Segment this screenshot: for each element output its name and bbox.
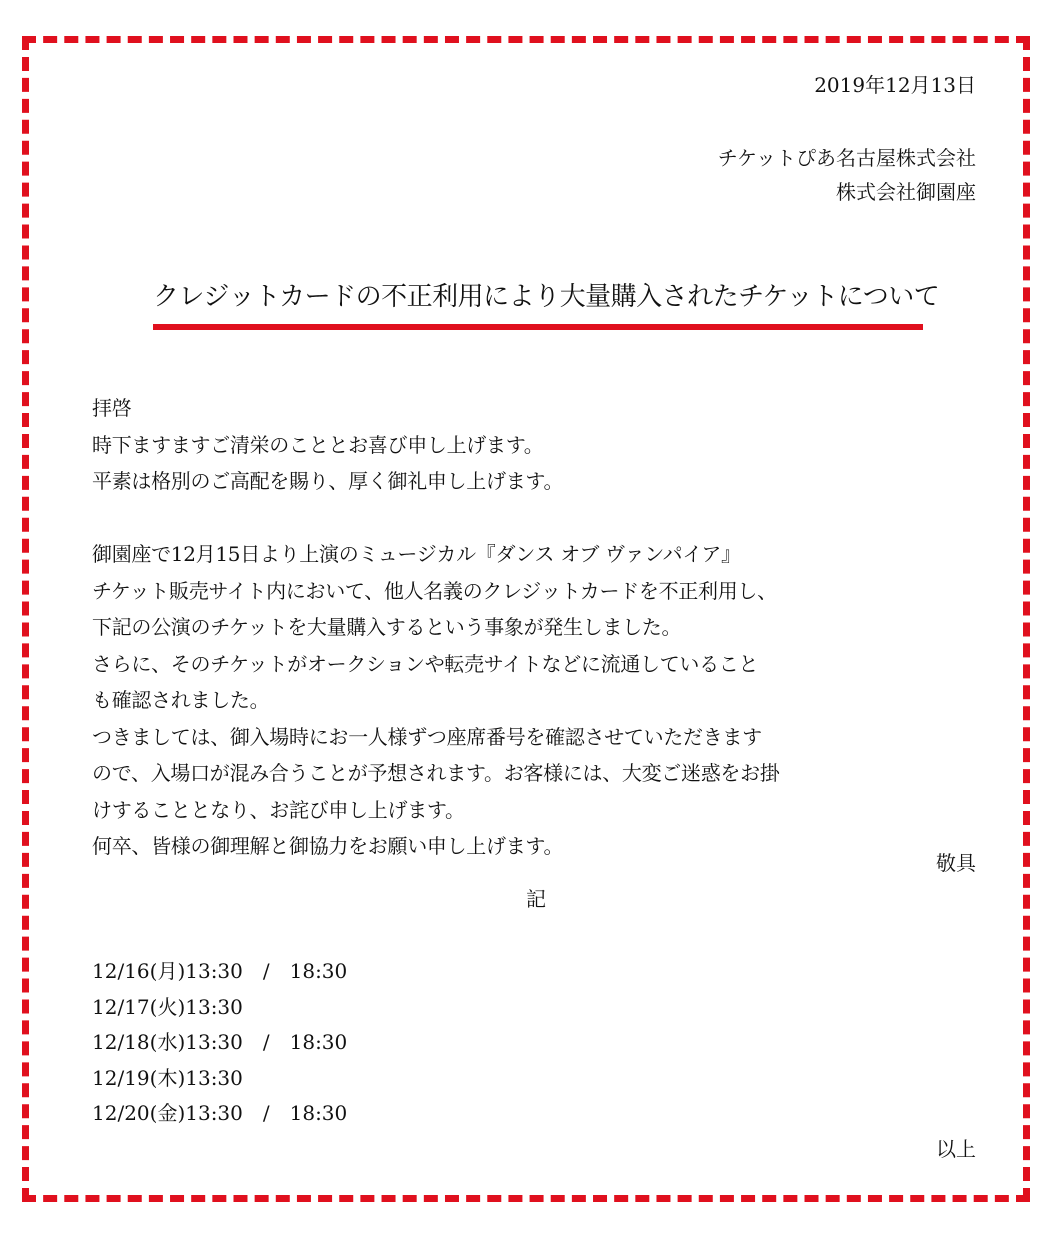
schedule-item: 12/18(水)13:30 / 18:30 xyxy=(92,1030,348,1054)
issuer-misonoza: 株式会社御園座 xyxy=(836,180,976,204)
greeting-line-2: 平素は格別のご高配を賜り、厚く御礼申し上げます。 xyxy=(92,469,564,493)
body-line-5: も確認されました。 xyxy=(92,688,270,712)
body-line-4: さらに、そのチケットがオークションや転売サイトなどに流通していること xyxy=(92,651,759,676)
title-underline xyxy=(153,324,923,330)
body-line-8: けすることとなり、お詫び申し上げます。 xyxy=(92,797,465,822)
title-block xyxy=(153,280,940,330)
schedule-item: 12/20(金)13:30 / 18:30 xyxy=(92,1101,348,1125)
end-mark: 以上 xyxy=(936,1137,976,1161)
body-line-1: 御園座で12月15日より上演のミュージカル『ダンス オブ ヴァンパイア』 xyxy=(92,542,741,566)
issuer-ticket-pia: チケットぴあ名古屋株式会社 xyxy=(717,146,976,170)
opening-word: 拝啓 xyxy=(92,396,132,420)
body-line-3: 下記の公演のチケットを大量購入するという事象が発生しました。 xyxy=(92,615,682,639)
performance-schedule xyxy=(92,954,347,1132)
letter-body xyxy=(92,390,852,865)
paragraph-gap xyxy=(92,500,852,537)
ki-heading: 記 xyxy=(526,887,546,911)
schedule-item: 12/19(木)13:30 xyxy=(92,1065,243,1090)
body-line-2: チケット販売サイト内において、他人名義のクレジットカードを不正利用し、 xyxy=(92,578,777,603)
document-title: クレジットカードの不正利用により大量購入されたチケットについて xyxy=(153,282,940,312)
body-line-6: つきましては、御入場時にお一人様ずつ座席番号を確認させていただきます xyxy=(92,724,762,749)
body-line-9: 何卒、皆様の御理解と御協力をお願い申し上げます。 xyxy=(92,834,564,858)
closing-word: 敬具 xyxy=(936,851,976,875)
schedule-item: 12/17(火)13:30 xyxy=(92,994,243,1019)
document-date: 2019年12月13日 xyxy=(814,73,976,97)
greeting-line-1: 時下ますますご清栄のこととお喜び申し上げます。 xyxy=(92,432,544,457)
schedule-item: 12/16(月)13:30 / 18:30 xyxy=(92,959,348,983)
body-line-7: ので、入場口が混み合うことが予想されます。お客様には、大変ご迷惑をお掛 xyxy=(92,761,780,785)
